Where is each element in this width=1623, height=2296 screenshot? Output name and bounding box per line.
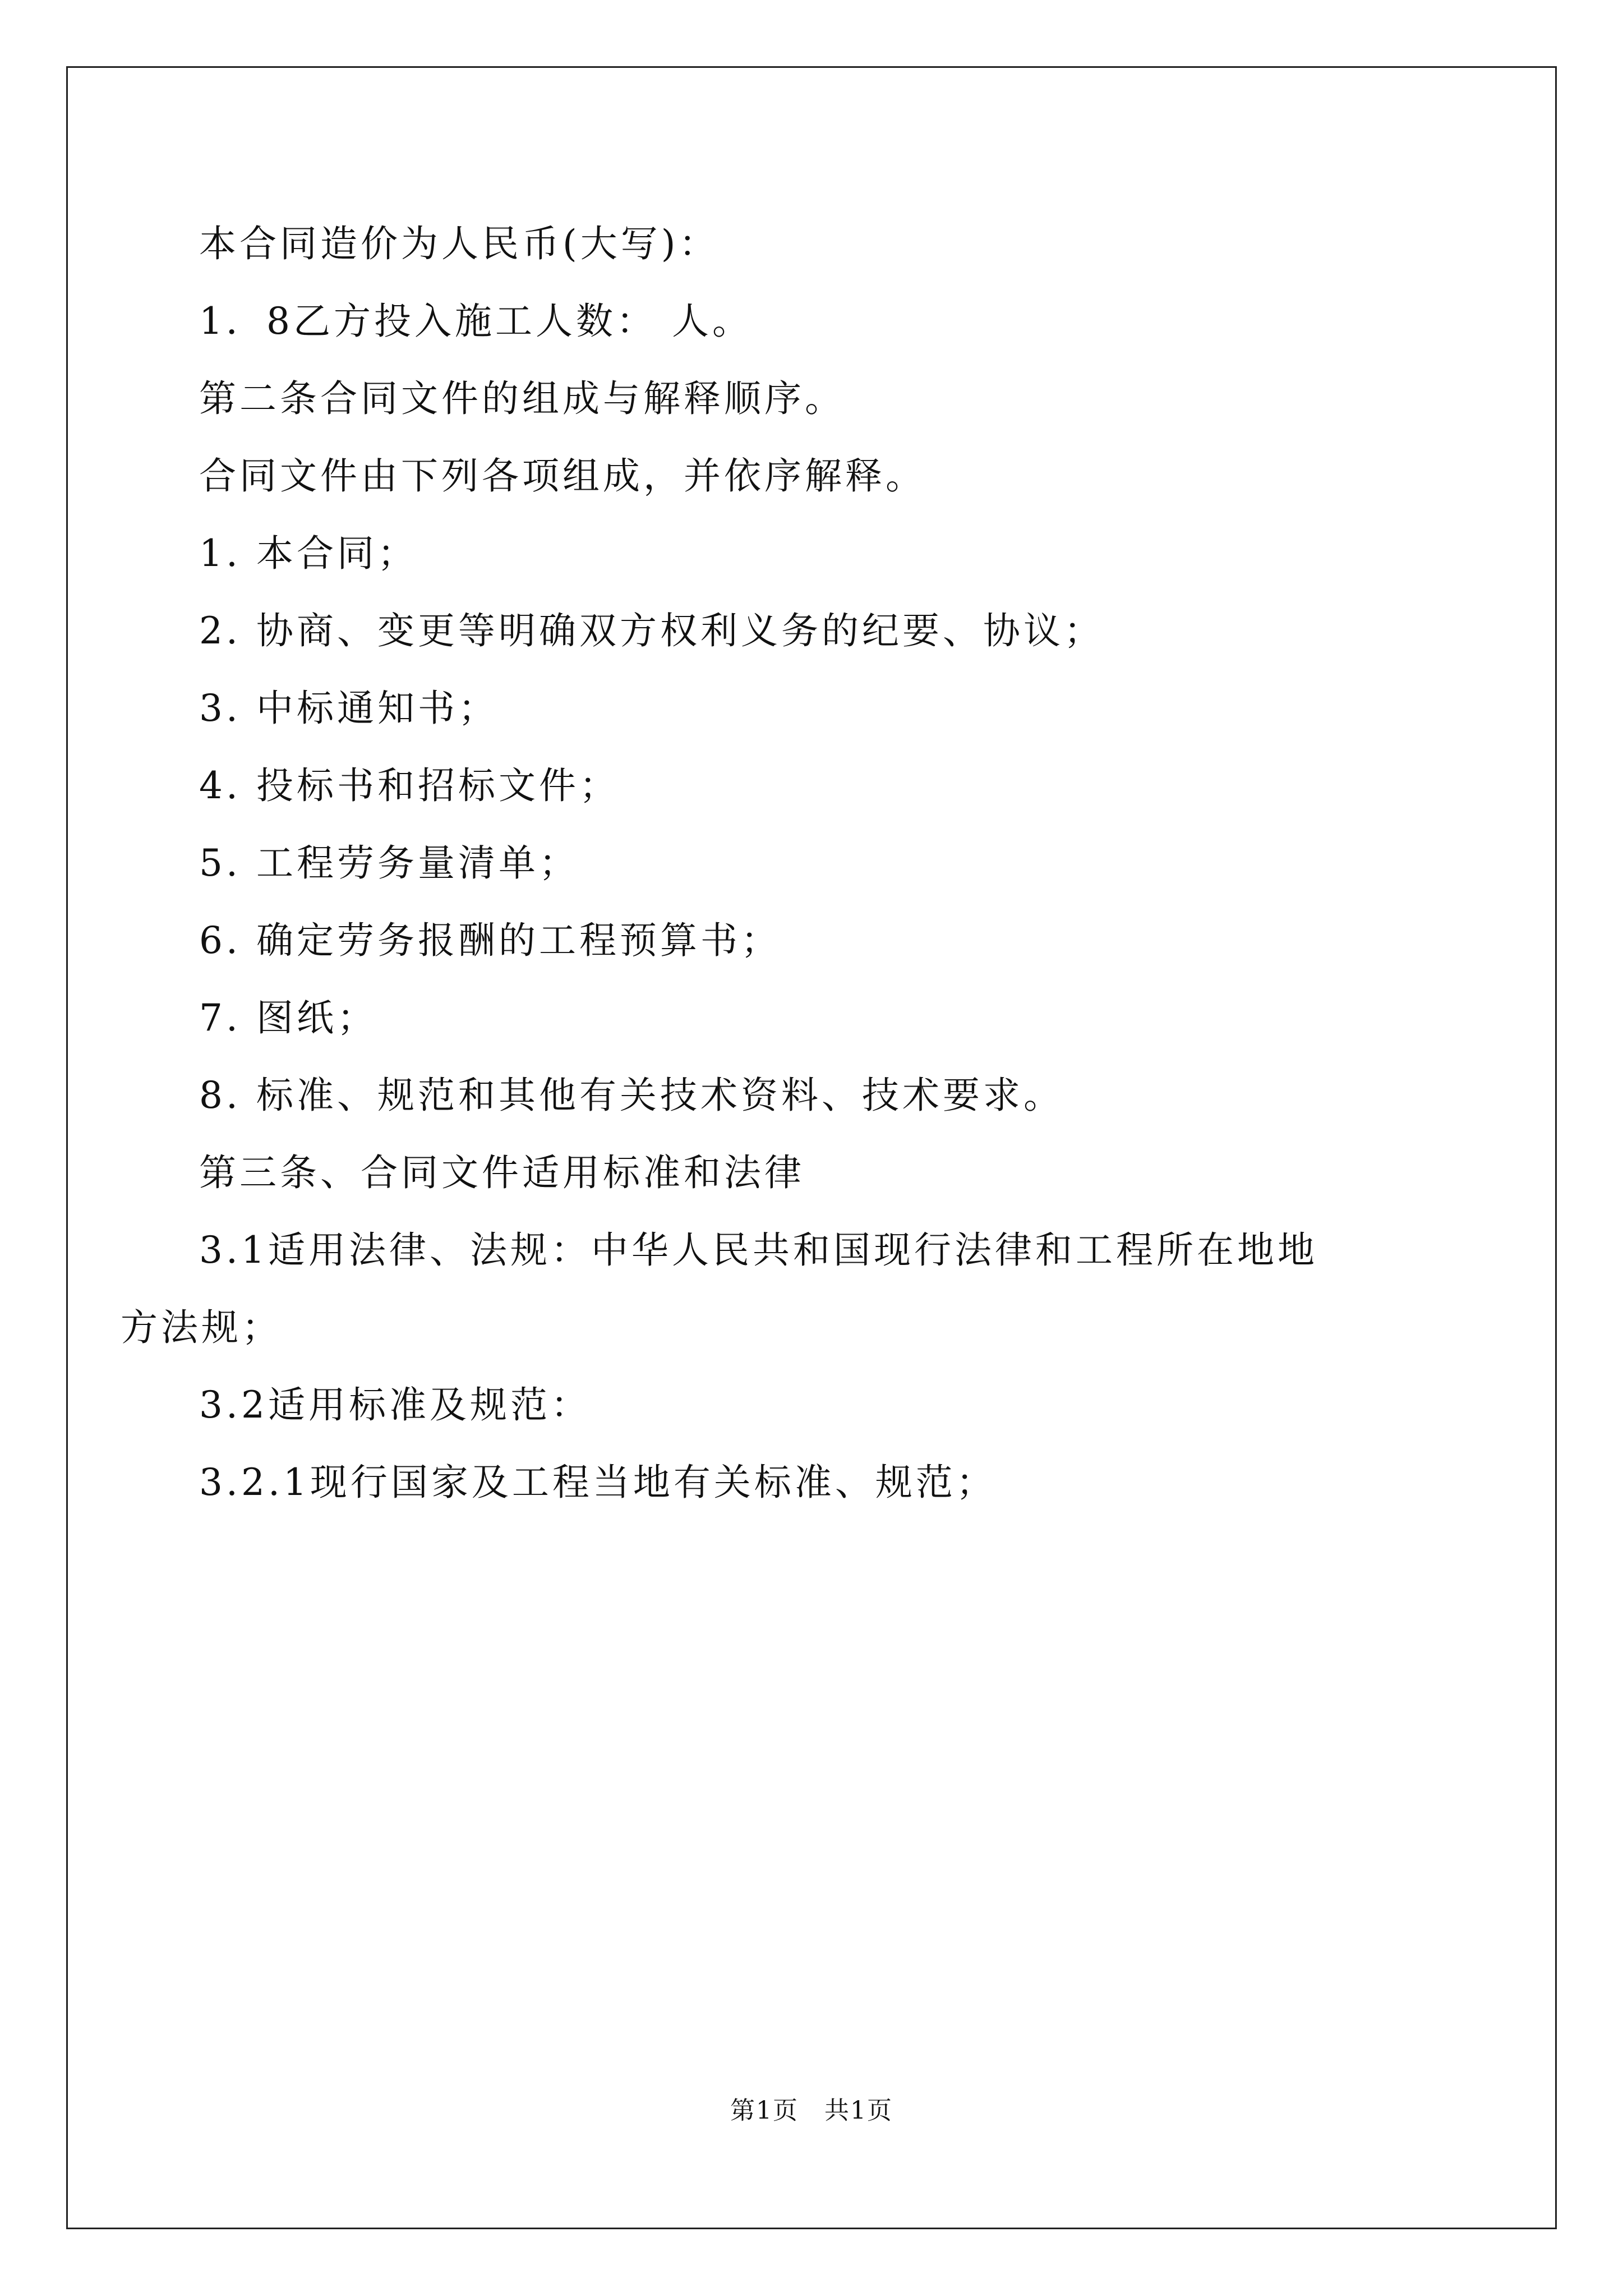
paragraph: 合同文件由下列各项组成，并依序解释。 — [199, 454, 926, 498]
list-item: 4. 投标书和招标文件； — [199, 764, 620, 807]
paragraph: 3.2.1现行国家及工程当地有关标准、规范； — [199, 1461, 997, 1504]
paragraph-continuation: 方法规； — [121, 1306, 282, 1349]
list-item: 8. 标准、规范和其他有关技术资料、技术要求。 — [199, 1074, 1064, 1117]
paragraph: 第二条合同文件的组成与解释顺序。 — [199, 377, 845, 420]
list-item: 3. 中标通知书； — [199, 687, 499, 730]
paragraph: 3.1适用法律、法规：中华人民共和国现行法律和工程所在地地 — [199, 1228, 1318, 1272]
paragraph: 1．8乙方投入施工人数： 人。 — [199, 300, 753, 343]
list-item: 5. 工程劳务量清单； — [199, 841, 579, 885]
list-item: 1. 本合同； — [199, 532, 418, 575]
list-item: 2. 协商、变更等明确双方权利义务的纪要、协议； — [199, 609, 1104, 652]
list-item: 7. 图纸； — [199, 996, 377, 1039]
paragraph: 3.2适用标准及规范： — [199, 1383, 591, 1427]
section-heading: 第三条、合同文件适用标准和法律 — [199, 1151, 805, 1194]
paragraph: 本合同造价为人民币(大写)： — [199, 222, 720, 265]
page-number: 第1页 共1页 — [730, 2096, 893, 2125]
list-item: 6. 确定劳务报酬的工程预算书； — [199, 919, 781, 962]
